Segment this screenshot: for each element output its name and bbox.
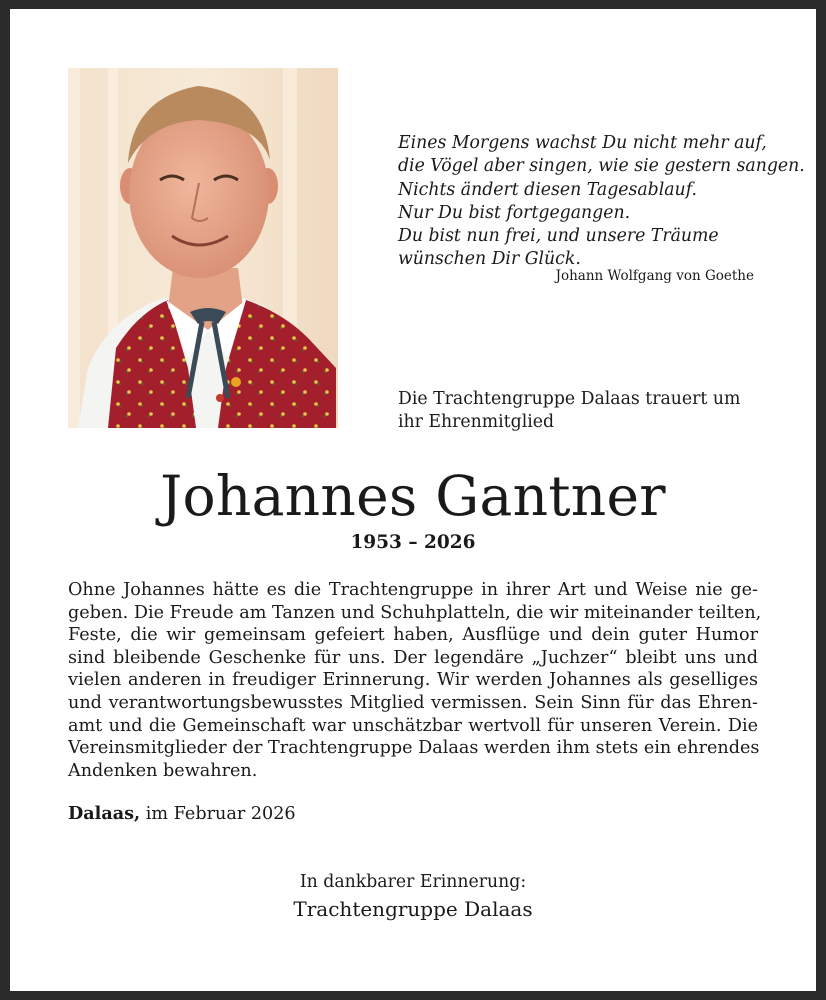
- eulogy-line: und verantwortungsbewusstes Mitglied vermissen. Sein Sinn für das Ehren-: [68, 692, 758, 713]
- poem-line: wünschen Dir Glück.: [398, 249, 581, 270]
- poem-line: Eines Morgens wachst Du nicht mehr auf,: [398, 133, 767, 153]
- poem-line: die Vögel aber singen, wie sie gestern sangen.: [398, 156, 805, 177]
- eulogy-line: Vereinsmitglieder der Trachtengruppe Dalaas werden ihm stets ein ehrendes: [68, 738, 760, 759]
- eulogy-line: sind bleibende Geschenke für uns. Der legendäre „Juchzer“ bleibt uns und: [68, 647, 758, 668]
- poem-line: Du bist nun frei, und unsere Träume: [398, 226, 719, 247]
- poem-line: Nur Du bist fortgegangen.: [398, 202, 631, 223]
- eulogy-line: vielen anderen in freudiger Erinnerung. Wir werden Johannes als geselliges: [68, 670, 758, 691]
- portrait-photo: [68, 68, 338, 428]
- eulogy-text: [68, 579, 762, 782]
- intro-line: Die Trachtengruppe Dalaas trauert um: [398, 389, 741, 409]
- intro-line: ihr Ehrenmitglied: [398, 412, 555, 432]
- deceased-name: Johannes Gantner: [160, 464, 666, 528]
- place-town: Dalaas,: [68, 803, 141, 824]
- life-years: 1953 – 2026: [350, 532, 476, 553]
- closing-signature: Trachtengruppe Dalaas: [293, 897, 533, 921]
- place-date: [68, 803, 296, 824]
- poem-author: Johann Wolfgang von Goethe: [555, 268, 754, 284]
- eulogy-line: Andenken bewahren.: [68, 760, 258, 781]
- place-date-text: im Februar 2026: [145, 804, 296, 824]
- intro-text: [398, 388, 778, 434]
- poem-line: Nichts ändert diesen Tagesablauf.: [398, 179, 697, 200]
- eulogy-line: geben. Die Freude am Tanzen und Schuhplatteln, die wir miteinander teilten,: [68, 602, 762, 623]
- poem-quote: [398, 132, 805, 272]
- eulogy-line: Ohne Johannes hätte es die Trachtengruppe in ihrer Art und Weise nie ge-: [68, 580, 758, 600]
- eulogy-line: Feste, die wir gemeinsam gefeiert haben, Ausflüge und dein guter Humor: [68, 625, 758, 646]
- eulogy-line: amt und die Gemeinschaft war unschätzbar wertvoll für unseren Verein. Die: [68, 715, 758, 736]
- closing-line: In dankbarer Erinnerung:: [299, 872, 527, 892]
